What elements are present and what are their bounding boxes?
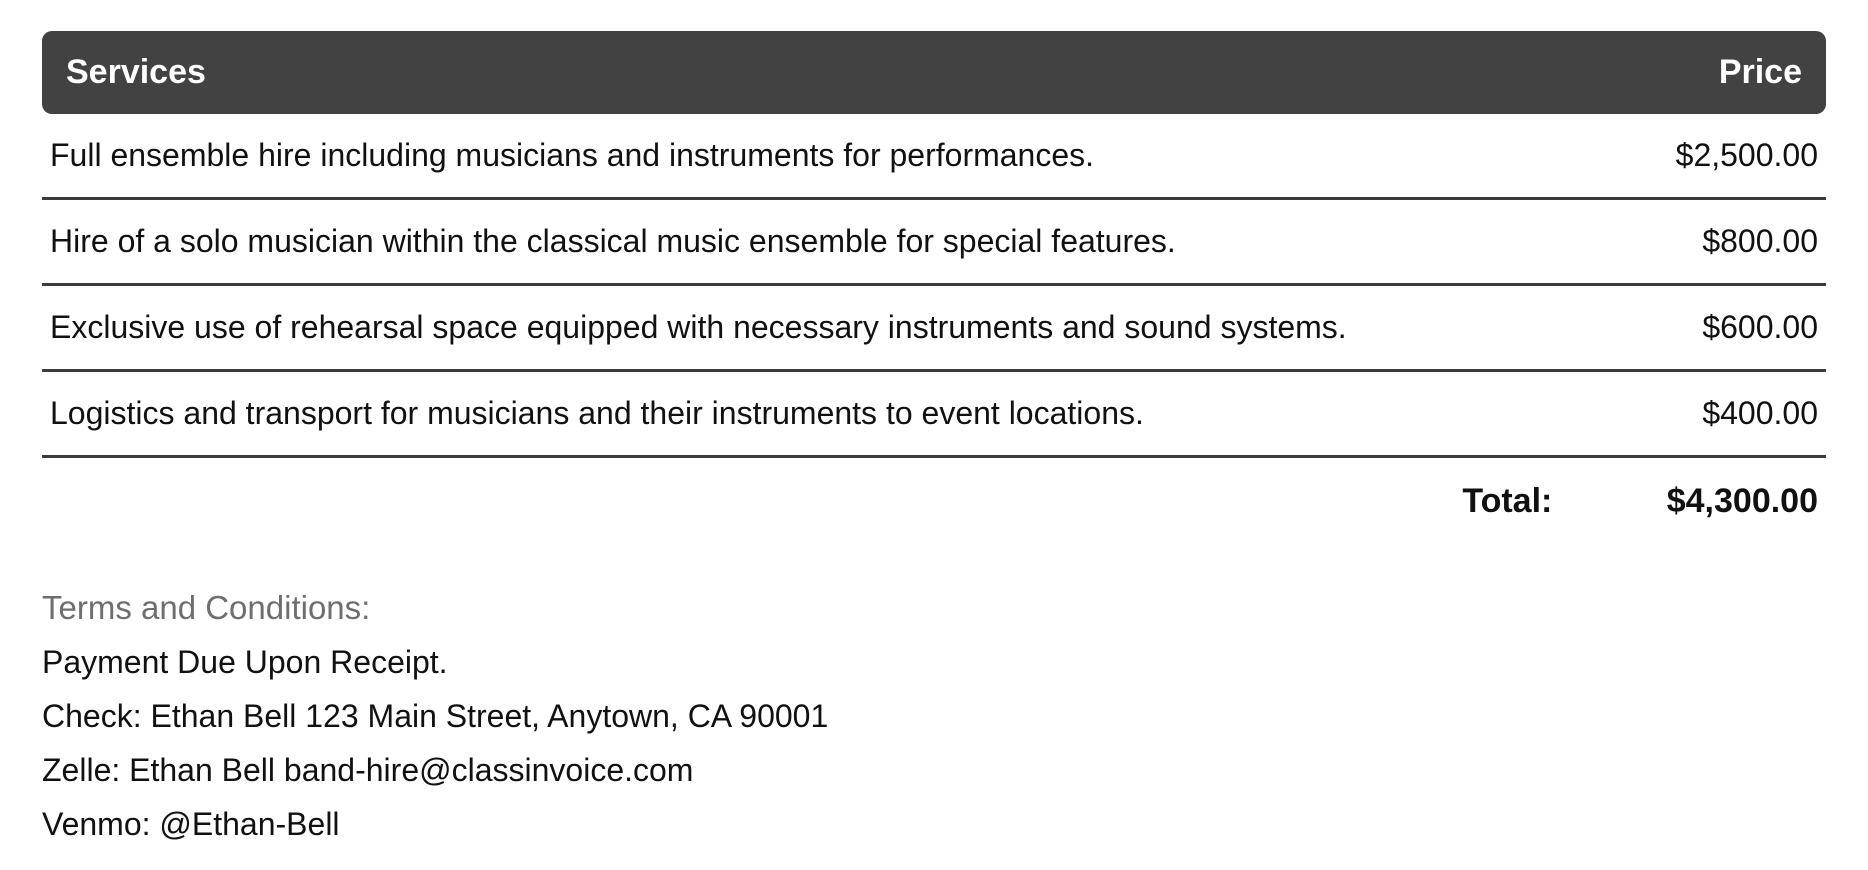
terms-line-zelle: Zelle: Ethan Bell band-hire@classinvoice.com — [42, 752, 694, 788]
terms-heading: Terms and Conditions: — [42, 589, 371, 626]
service-description: Logistics and transport for musicians and their instruments to event locations. — [42, 372, 1624, 458]
service-price: $400.00 — [1624, 372, 1826, 458]
service-price: $2,500.00 — [1624, 114, 1826, 200]
total-value: $4,300.00 — [1666, 482, 1818, 520]
price-column-header: Price — [1624, 31, 1826, 114]
service-description: Exclusive use of rehearsal space equipped with necessary instruments and sound systems. — [42, 286, 1624, 372]
services-table-body — [42, 114, 1826, 458]
terms-line-check: Check: Ethan Bell 123 Main Street, Anytown, CA 90001 — [42, 698, 829, 734]
terms-line-payment-due: Payment Due Upon Receipt. — [42, 644, 448, 680]
services-column-header: Services — [42, 31, 1624, 114]
table-row — [42, 114, 1826, 200]
service-price: $800.00 — [1624, 200, 1826, 286]
services-table-footer — [42, 458, 1826, 545]
table-row — [42, 200, 1826, 286]
table-row — [42, 286, 1826, 372]
total-label: Total: — [1462, 482, 1553, 520]
services-table-header — [42, 31, 1826, 114]
services-table — [42, 31, 1826, 545]
table-row — [42, 372, 1826, 458]
terms-section — [42, 581, 1826, 851]
total-row — [42, 458, 1826, 545]
service-description: Full ensemble hire including musicians and instruments for performances. — [42, 114, 1624, 200]
terms-line-venmo: Venmo: @Ethan-Bell — [42, 806, 340, 842]
service-description: Hire of a solo musician within the classical music ensemble for special features. — [42, 200, 1624, 286]
service-price: $600.00 — [1624, 286, 1826, 372]
header-row — [42, 31, 1826, 114]
